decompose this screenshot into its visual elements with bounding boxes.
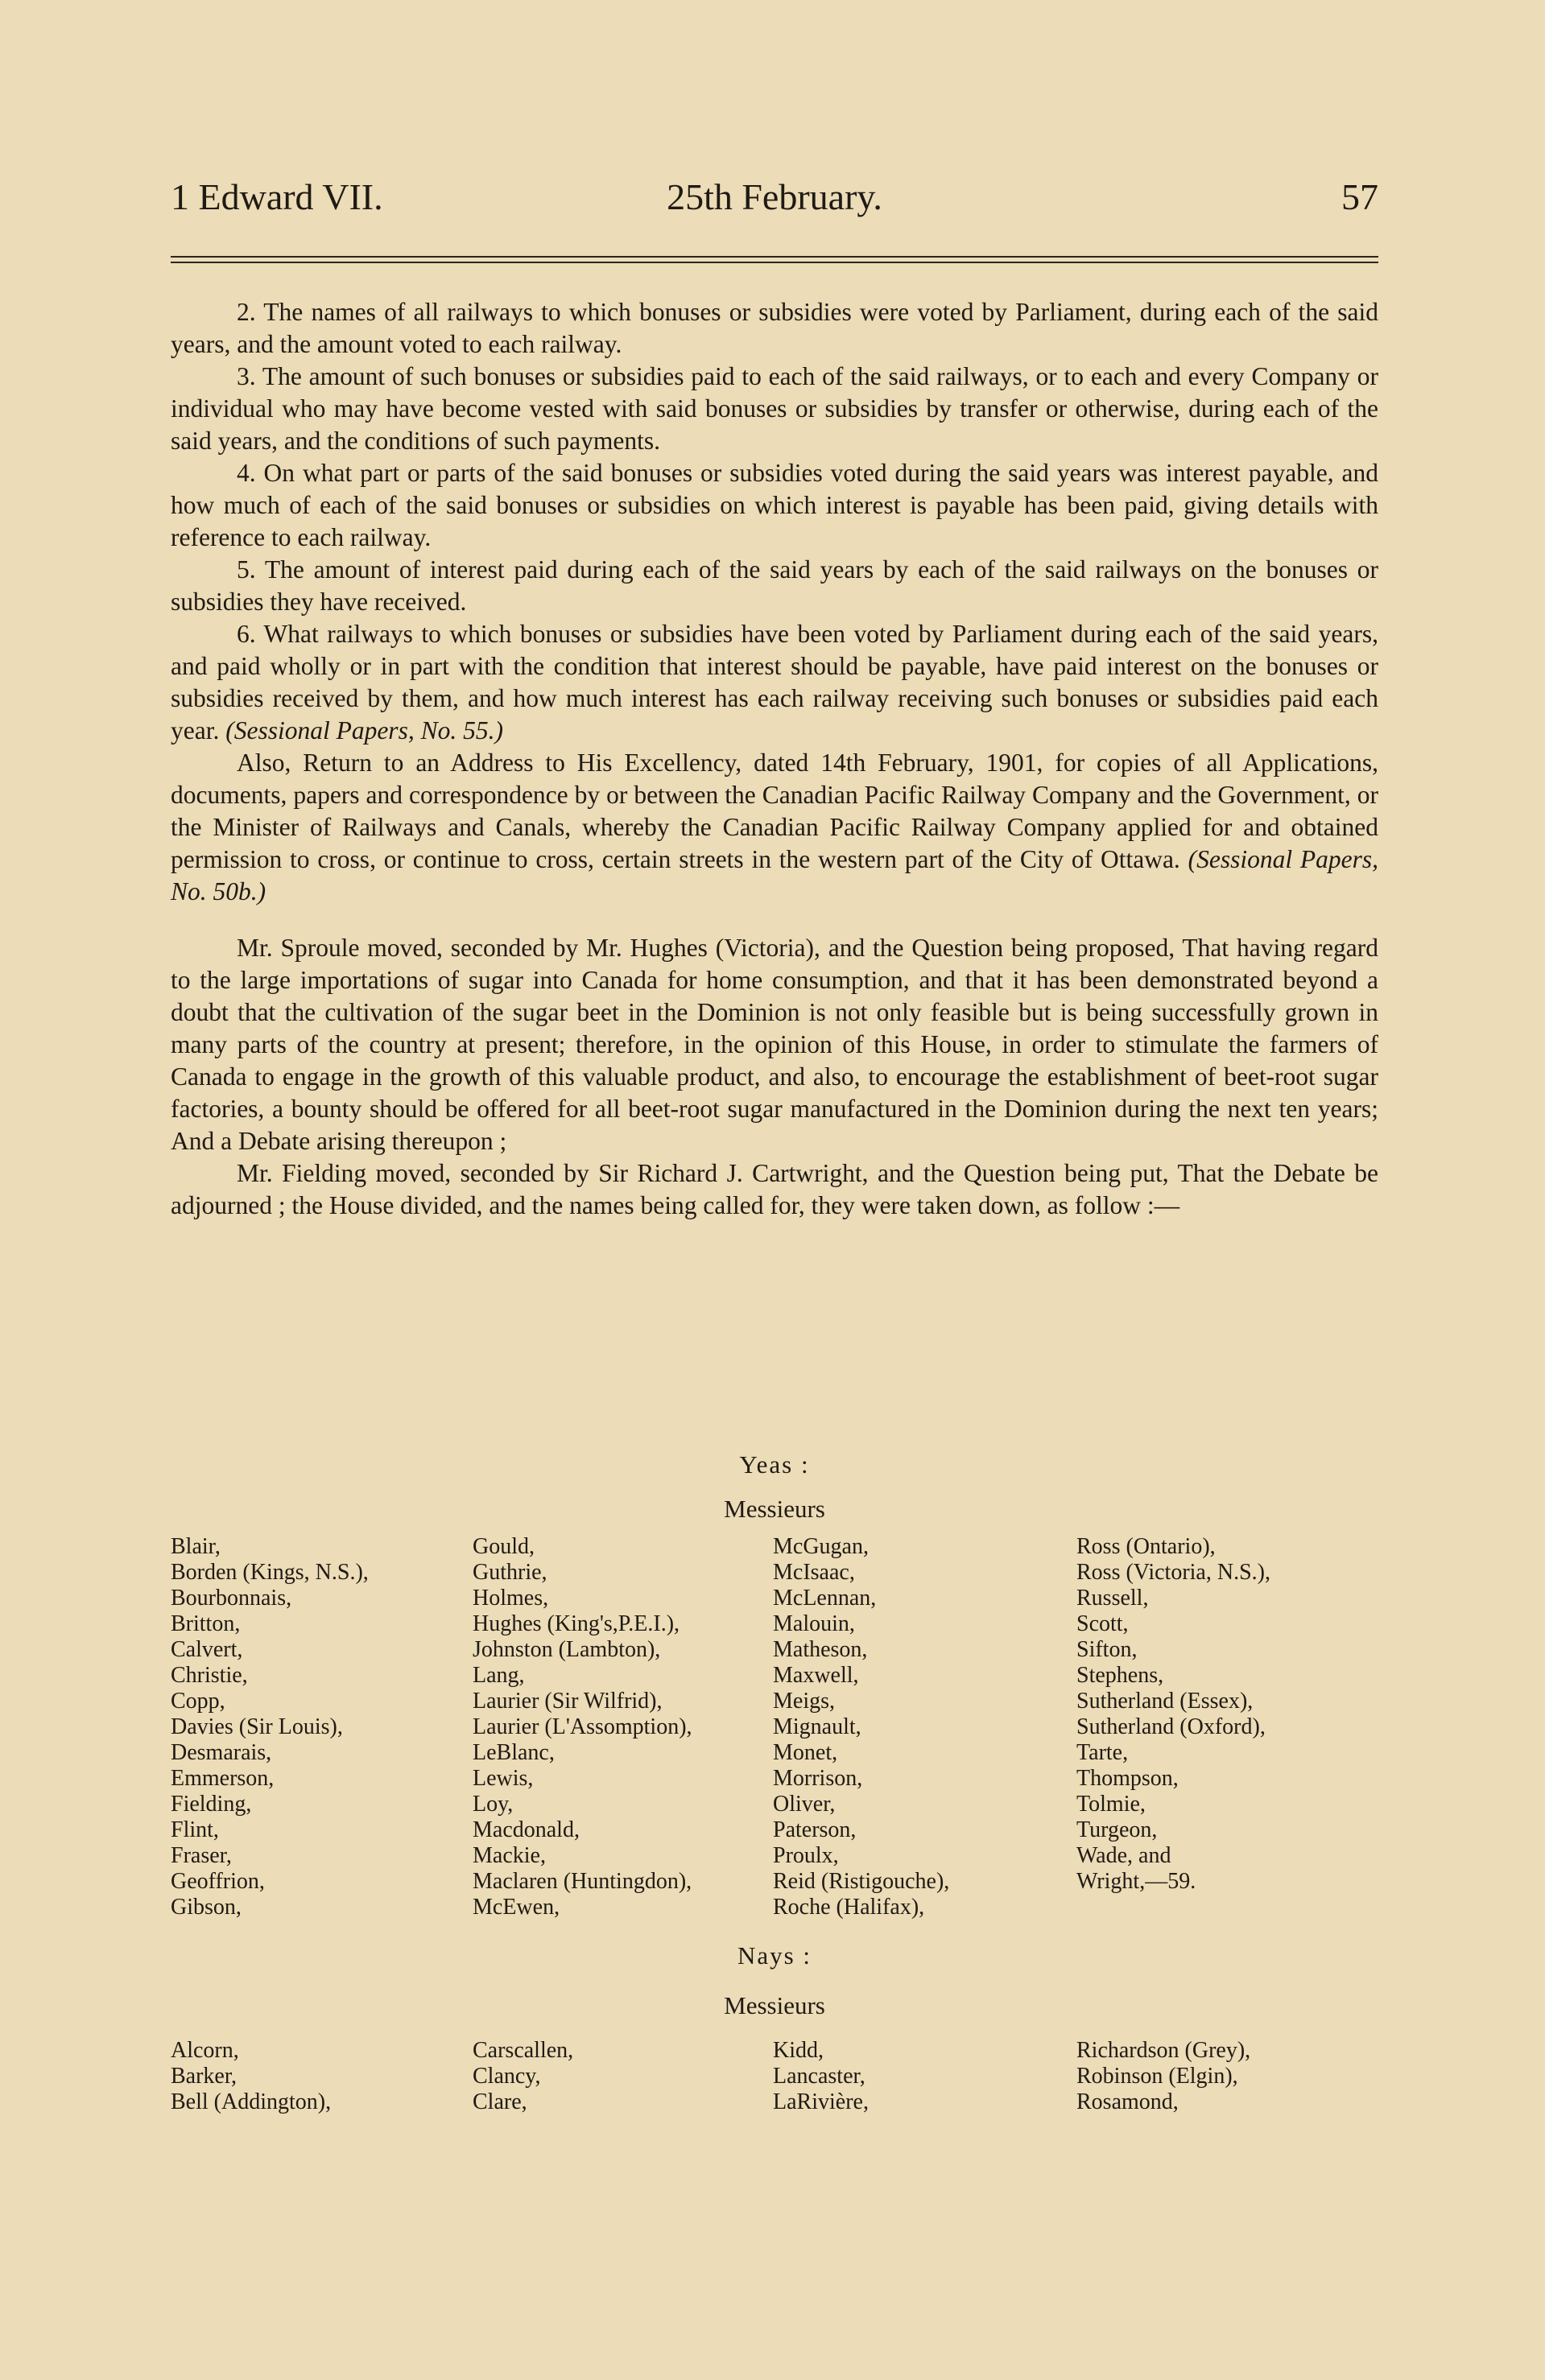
list-item: Lang, — [473, 1663, 525, 1688]
nays-subheading: Messieurs — [724, 1991, 825, 2019]
list-item: Borden (Kings, N.S.), — [171, 1560, 369, 1585]
list-item: Hughes (King's,P.E.I.), — [473, 1611, 680, 1636]
list-item: Carscallen, — [473, 2038, 574, 2063]
return-paragraph — [171, 747, 1378, 908]
list-item: Stephens, — [1076, 1663, 1164, 1688]
list-item: Maclaren (Huntingdon), — [473, 1869, 692, 1894]
list-item: Sutherland (Essex), — [1076, 1689, 1254, 1714]
list-item: Malouin, — [773, 1611, 855, 1636]
list-item: Gould, — [473, 1534, 535, 1559]
list-item: Mackie, — [473, 1843, 546, 1868]
list-item: Christie, — [171, 1663, 248, 1688]
list-item: Sutherland (Oxford), — [1076, 1714, 1266, 1739]
return-text: Also, Return to an Address to His Excellency, dated 14th February, 1901, for copies of all Applications, documents, papers and correspondence by or between the Canadian Pacific Railway Company and the Government, or the Minister of Railways and Canals, whereby the Canadian Pacific Railway Company applied for and obtained permission to cross, or continue to cross, certain streets in the western part of the City of Ottawa. — [171, 749, 1378, 873]
list-item: Russell, — [1076, 1586, 1149, 1611]
page-number: 57 — [1341, 176, 1378, 217]
sessional-paper-ref-55: (Sessional Papers, No. 55.) — [225, 716, 503, 745]
list-item: Laurier (L'Assomption), — [473, 1714, 692, 1739]
list-item: Sifton, — [1076, 1637, 1138, 1662]
list-item: Paterson, — [773, 1817, 857, 1842]
header-rule-bottom — [171, 262, 1378, 263]
list-item: Davies (Sir Louis), — [171, 1714, 343, 1739]
yeas-list — [171, 1534, 1378, 1937]
list-item: Lewis, — [473, 1766, 534, 1791]
list-item: Macdonald, — [473, 1817, 580, 1842]
list-item: Oliver, — [773, 1792, 836, 1817]
list-item: Roche (Halifax), — [773, 1895, 925, 1920]
list-item: Matheson, — [773, 1637, 868, 1662]
regnal-year: 1 Edward VII. — [171, 176, 383, 217]
list-item: Reid (Ristigouche), — [773, 1869, 950, 1894]
list-item: Holmes, — [473, 1586, 549, 1611]
list-item: Gibson, — [171, 1895, 242, 1920]
paragraph-6-text: 6. What railways to which bonuses or subsidies have been voted by Parliament during each of the said years, and paid wholly or in part with the condition that interest should be payable, have paid interest on the bonuses or subsidies received by them, and how much interest has each railway receiving such bonuses or subsidies paid each year. — [171, 620, 1378, 745]
list-item: Guthrie, — [473, 1560, 547, 1585]
list-item: LeBlanc, — [473, 1740, 555, 1765]
list-item: Bourbonnais, — [171, 1586, 292, 1611]
yeas-subheading: Messieurs — [724, 1495, 825, 1523]
list-item: Clare, — [473, 2089, 527, 2114]
list-item: Barker, — [171, 2064, 238, 2089]
yeas-column-1 — [171, 1534, 369, 1920]
list-item: Lancaster, — [773, 2064, 865, 2089]
list-item: Richardson (Grey), — [1076, 2038, 1251, 2063]
page-header — [171, 175, 1378, 224]
journal-body — [171, 296, 1378, 1222]
motion-paragraph: Mr. Sproule moved, seconded by Mr. Hughes (Victoria), and the Question being proposed, That having regard to the large importations of sugar into Canada for home consumption, and that it has been demonstrated beyond a doubt that the cultivation of the sugar beet in the Dominion is not only feasible but is being successfully grown in many parts of the country at present; therefore, in the opinion of this House, in order to stimulate the farmers of Canada to engage in the growth of this valuable product, and also, to encourage the establishment of beet-root sugar factories, a bounty should be offered for all beet-root sugar manufactured in the Dominion during the next ten years; And a Debate arising thereupon ; — [171, 934, 1378, 1155]
yeas-column-4 — [1076, 1534, 1270, 1895]
adjournment-paragraph: Mr. Fielding moved, seconded by Sir Richard J. Cartwright, and the Question being put, That the Debate be adjourned ; the House divided, and the names being called for, they were taken down, as follow :— — [171, 1159, 1378, 1219]
list-item: Blair, — [171, 1534, 221, 1559]
list-item: Britton, — [171, 1611, 241, 1636]
list-item: Maxwell, — [773, 1663, 859, 1688]
list-item: Thompson, — [1076, 1766, 1179, 1791]
yeas-heading: Yeas : — [739, 1450, 810, 1479]
nays-list — [171, 2038, 1378, 2126]
list-item: Mignault, — [773, 1714, 861, 1739]
list-item: McIsaac, — [773, 1560, 855, 1585]
nays-column-1 — [171, 2038, 331, 2115]
list-item: Monet, — [773, 1740, 838, 1765]
list-item: Flint, — [171, 1817, 219, 1842]
list-item: Laurier (Sir Wilfrid), — [473, 1689, 663, 1714]
list-item: Fraser, — [171, 1843, 232, 1868]
page-date: 25th February. — [667, 176, 882, 217]
yeas-column-2 — [473, 1534, 692, 1920]
list-item: Rosamond, — [1076, 2089, 1179, 2114]
list-item: McEwen, — [473, 1895, 560, 1920]
list-item: Clancy, — [473, 2064, 541, 2089]
nays-column-2 — [473, 2038, 573, 2115]
list-item: Loy, — [473, 1792, 514, 1817]
list-item: Scott, — [1076, 1611, 1129, 1636]
sessional-paper-ref-50b: (Sessional Papers, No. 50b.) — [171, 845, 1378, 905]
list-item: Desmarais, — [171, 1740, 272, 1765]
nays-heading: Nays : — [737, 1941, 812, 1970]
list-item: Wade, and — [1076, 1843, 1171, 1868]
list-item: Proulx, — [773, 1843, 839, 1868]
list-item: Copp, — [171, 1689, 225, 1714]
list-item: Ross (Ontario), — [1076, 1534, 1216, 1559]
list-item: Alcorn, — [171, 2038, 239, 2063]
list-item: Meigs, — [773, 1689, 835, 1714]
nays-column-3 — [773, 2038, 869, 2115]
list-item: Emmerson, — [171, 1766, 275, 1791]
list-item: Ross (Victoria, N.S.), — [1076, 1560, 1270, 1585]
paragraph-5: 5. The amount of interest paid during each of the said years by each of the said railways on the bonuses or subsidies they have received. — [171, 555, 1378, 616]
header-rule-top — [171, 256, 1378, 258]
list-item: Tolmie, — [1076, 1792, 1146, 1817]
list-item: Wright,—59. — [1076, 1869, 1196, 1894]
list-item: Calvert, — [171, 1637, 243, 1662]
nays-column-4 — [1076, 2038, 1250, 2115]
paragraph-4: 4. On what part or parts of the said bonuses or subsidies voted during the said years was interest payable, and how much of each of the said bonuses or subsidies on which interest is payable has been paid, giving details with reference to each railway. — [171, 459, 1378, 551]
list-item: Turgeon, — [1076, 1817, 1158, 1842]
paragraph-6 — [171, 618, 1378, 747]
list-item: McGugan, — [773, 1534, 869, 1559]
list-item: Fielding, — [171, 1792, 252, 1817]
yeas-column-3 — [773, 1534, 949, 1920]
list-item: McLennan, — [773, 1586, 877, 1611]
list-item: Bell (Addington), — [171, 2089, 332, 2114]
list-item: Johnston (Lambton), — [473, 1637, 661, 1662]
list-item: Robinson (Elgin), — [1076, 2064, 1238, 2089]
list-item: Geoffrion, — [171, 1869, 265, 1894]
list-item: Tarte, — [1076, 1740, 1129, 1765]
list-item: Morrison, — [773, 1766, 863, 1791]
list-item: LaRivière, — [773, 2089, 869, 2114]
list-item: Kidd, — [773, 2038, 824, 2063]
paragraph-2: 2. The names of all railways to which bonuses or subsidies were voted by Parliament, during each of the said years, and the amount voted to each railway. — [171, 298, 1378, 358]
paragraph-3: 3. The amount of such bonuses or subsidies paid to each of the said railways, or to each and every Company or individual who may have become vested with said bonuses or subsidies by transfer or otherwise, during each of the said years, and the conditions of such payments. — [171, 362, 1378, 455]
